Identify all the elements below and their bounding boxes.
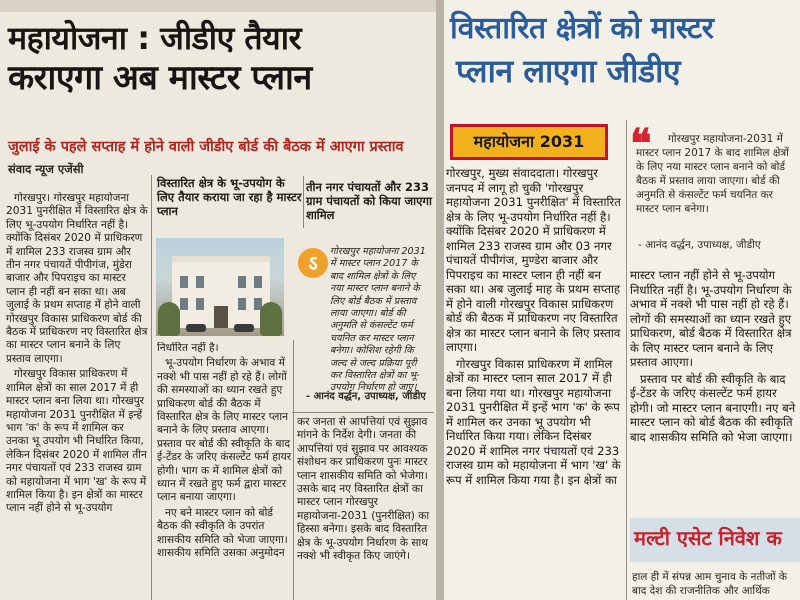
window — [238, 276, 246, 288]
advert-headline: मल्टी एसेट निवेश क — [634, 526, 782, 550]
top-strip — [0, 0, 436, 12]
advert-body: हाल ही में संपन्न आम चुनाव के नतीजों के बाद देश की राजनीतिक और आर्थिक — [632, 571, 787, 597]
column-divider — [626, 120, 627, 600]
car — [186, 324, 206, 332]
paragraph: निर्धारित नहीं है। — [157, 342, 219, 354]
window — [196, 276, 204, 288]
paragraph: मास्टर प्लान नहीं होने से भू-उपयोग निर्धारित नहीं है। भू-उपयोग निर्धारण के अभाव में नक्शे भी पास नहीं हो रहे हैं। लोगों की समस्याओं का ध्यान रखते हुए प्राधिकरण, बोर्ड बैठक में विस्तारित क्षेत्र के लिए मास्टर प्लान बनाने के लिए प्रस्ताव आएगा। — [630, 268, 792, 369]
column-divider — [293, 340, 294, 600]
left-column-2 — [157, 342, 292, 600]
right-headline-line2: प्लान लाएगा जीडीए — [456, 52, 681, 90]
left-agency: संवाद न्यूज एजेंसी — [8, 162, 84, 176]
paragraph: गोरखपुर विकास प्राधिकरण में शामिल क्षेत्रों का मास्टर प्लान साल 2017 में ही बना लिया गया था। गोरखपुर महायोजना 2031 पुनरीक्षित में इन्हें भाग 'क' के रूप में शामिल कर उनका भू उपयोग भी निर्धारित किया गया। लेकिन दिसंबर 2020 में शामिल नगर पंचायतों एवं 233 राजस्व ग्राम को महायोजना में भाग 'ख' के रूप में शामिल किया गया है। इन क्षेत्रों का — [446, 356, 621, 487]
right-quote-box — [630, 120, 796, 256]
paragraph: कर जनता से आपत्तियां एवं सुझाव मांगने के निर्देश देगी। जनता की आपत्तियां एवं सुझाव पर आवश्यक संशोधन कर प्राधिकरण पुनः मास्टर प्लान शासकीय समिति को भेजेगा। उसके बाद नए विस्तारित क्षेत्रों का मास्टर प्लान गोरखपुर महायोजना-2031 (पुनरीक्षित) का हिस्सा बनेगा। इसके बाद विस्तारित क्षेत्र के भू-उपयोग निर्धारण के साथ नक्शे भी स्वीकृत किए जाएंगे। — [297, 416, 430, 563]
window — [180, 298, 188, 310]
quote-divider — [292, 412, 434, 413]
left-headline-line2: कराएगा अब मास्टर प्लान — [8, 58, 312, 98]
paragraph: भू-उपयोग निर्धारण के अभाव में नक्शे भी पास नहीं हो रहे हैं। लोगों की समस्याओं का ध्यान रखते हुए प्राधिकरण बोर्ड की बैठक में विस्तारित क्षेत्र के लिए मास्टर प्लान बनाने के लिए प्रस्ताव आएगा। प्रस्ताव पर बोर्ड की स्वीकृति के बाद ई-टेंडर के जरिए कंसल्टेंट फर्म हायर होगी। भाग क में शामिल क्षेत्रों को ध्यान में रखते हुए फर्म द्वारा मास्टर प्लान बनाया जाएगा। — [157, 357, 292, 504]
right-quote-text: गोरखपुर महायोजना-2031 में मास्टर प्लान 2017 के बाद शामिल क्षेत्रों के लिए नया मास्टर प्लान बनाने को बोर्ड बैठक में प्रस्ताव लाया जाएगा। बोर्ड की अनुमति से कंसल्टेंट फर्म चयनित कर मास्टर प्लान बनेगा। — [636, 133, 789, 215]
left-column-3 — [297, 416, 432, 600]
left-quote-text: गोरखपुर महायोजना 2031 में मास्टर प्लान 2017 के बाद शामिल क्षेत्रों के लिए नया मास्टर प्लान बनाने के लिए बोर्ड बैठक में प्रस्ताव लाया जाएगा। बोर्ड की अनुमति से कंसल्टेंट फर्म चयनित कर मास्टर प्लान बनेगा। कोशिश रहेगी कि जल्द से जल्द प्रक्रिया पूरी कर विस्तारित क्षेत्रों का भू-उपयोग निर्धारण हो जाए। — [330, 246, 426, 394]
right-column-1 — [446, 166, 624, 600]
window — [180, 276, 188, 288]
left-quote-sign: - आनंद वर्द्धन, उपाध्यक्ष, जीडीए — [306, 391, 426, 402]
quote-mark-icon: ❝ — [630, 120, 652, 167]
quote-icon: ऽ — [298, 248, 328, 278]
right-quote-sign: - आनंद वर्द्धन, उपाध्यक्ष, जीडीए — [638, 239, 761, 251]
column-divider — [151, 175, 152, 600]
subhead-divider — [303, 176, 304, 228]
section-banner: महायोजना 2031 — [450, 124, 608, 160]
right-column-2 — [630, 268, 796, 508]
clipping-gap — [436, 0, 444, 600]
left-headline — [8, 18, 428, 98]
left-subhead-1: विस्तारित क्षेत्र के भू-उपयोग के लिए तैयार कराया जा रहा है मास्टर प्लान — [157, 176, 302, 218]
right-headline — [450, 8, 798, 92]
building-shape — [172, 256, 270, 328]
advert-strip — [630, 518, 800, 562]
paragraph: नए बने मास्टर प्लान को बोर्ड बैठक की स्वीकृति के उपरांत शासकीय समिति को भेजा जाएगा। शासकीय समिति उसका अनुमोदन — [157, 506, 288, 560]
left-subhead-2: तीन नगर पंचायतों और 233 ग्राम पंचायतों को किया जाएगा शामिल — [306, 180, 432, 222]
paragraph: गोरखपुर। गोरखपुर महायोजना 2031 पुनरीक्षित में विस्तारित क्षेत्र के लिए भू-उपयोग निर्धारित नहीं है। क्योंकि दिसंबर 2020 में प्राधिकरण में शामिल 233 राजस्व ग्राम और तीन नगर पंचायतें पीपीगंज, मुंडेरा बाजार और पिपराइच का मास्टर प्लान ही नहीं बन सका था। अब जुलाई के प्रथम सप्ताह में होने वाली गोरखपुर विकास प्राधिकरण बोर्ड की बैठक में प्राधिकरण नए विस्तारित क्षेत्र का मास्टर प्लान बनाने के लिए प्रस्ताव लाएगा। — [6, 192, 148, 365]
right-headline-line1: विस्तारित क्षेत्रों को मास्टर — [450, 11, 714, 46]
door — [214, 306, 228, 328]
tree — [158, 302, 180, 336]
tree — [260, 302, 282, 336]
paragraph: प्रस्ताव पर बोर्ड की स्वीकृति के बाद ई-टेंडर के जरिए कंसल्टेंट फर्म हायर होगी। जो मास्टर प्लान बनाएगी। नए बने मास्टर प्लान को बोर्ड बैठक की स्वीकृति बाद शासकीय समिति को भेजा जाएगा। — [630, 371, 796, 444]
paragraph: गोरखपुर विकास प्राधिकरण में शामिल क्षेत्रों का साल 2017 में ही मास्टर प्लान बना लिया था। गोरखपुर महायोजना 2031 पुनरीक्षित में इन्हें भाग 'क' के रूप में शामिल कर उनका भू उपयोग भी निर्धारित किया, लेकिन दिसंबर 2020 में शामिल तीन नगर पंचायतों एवं 233 राजस्व ग्राम को महायोजना में भाग 'ख' के रूप में शामिल किया है। इन क्षेत्रों का मास्टर प्लान नहीं होने से भू-उपयोग — [6, 368, 147, 515]
paragraph: गोरखपुर, मुख्य संवाददाता। गोरखपुर जनपद में लागू हो चुकी 'गोरखपुर महायोजना 2031 पुनरीक्षित' में विस्तारित क्षेत्र के लिए भू-उपयोग निर्धारित नहीं है। क्योंकि दिसंबर 2020 में प्राधिकरण में शामिल 233 राजस्व ग्राम और 03 नगर पंचायतें पीपीगंज, मुण्डेरा बाजार और पिपराइच का मास्टर प्लान ही नहीं बन सका था। अब जुलाई माह के प्रथम सप्ताह में होने वाली गोरखपुर विकास प्राधिकरण बोर्ड की बैठक में प्राधिकरण नए विस्तारित क्षेत्र का मास्टर प्लान बनाने के लिए प्रस्ताव लाएगा। — [446, 166, 621, 354]
window — [196, 298, 204, 310]
left-column-1 — [6, 192, 148, 600]
left-quote-box — [288, 240, 432, 410]
left-deck: जुलाई के पहले सप्ताह में होने वाली जीडीए बोर्ड की बैठक में आएगा प्रस्ताव — [8, 139, 404, 155]
window — [238, 298, 246, 310]
car — [234, 324, 254, 332]
left-headline-line1: महायोजना : जीडीए तैयार — [8, 19, 302, 57]
right-clipping — [444, 0, 800, 600]
building-photo — [156, 238, 284, 336]
window — [254, 276, 262, 288]
